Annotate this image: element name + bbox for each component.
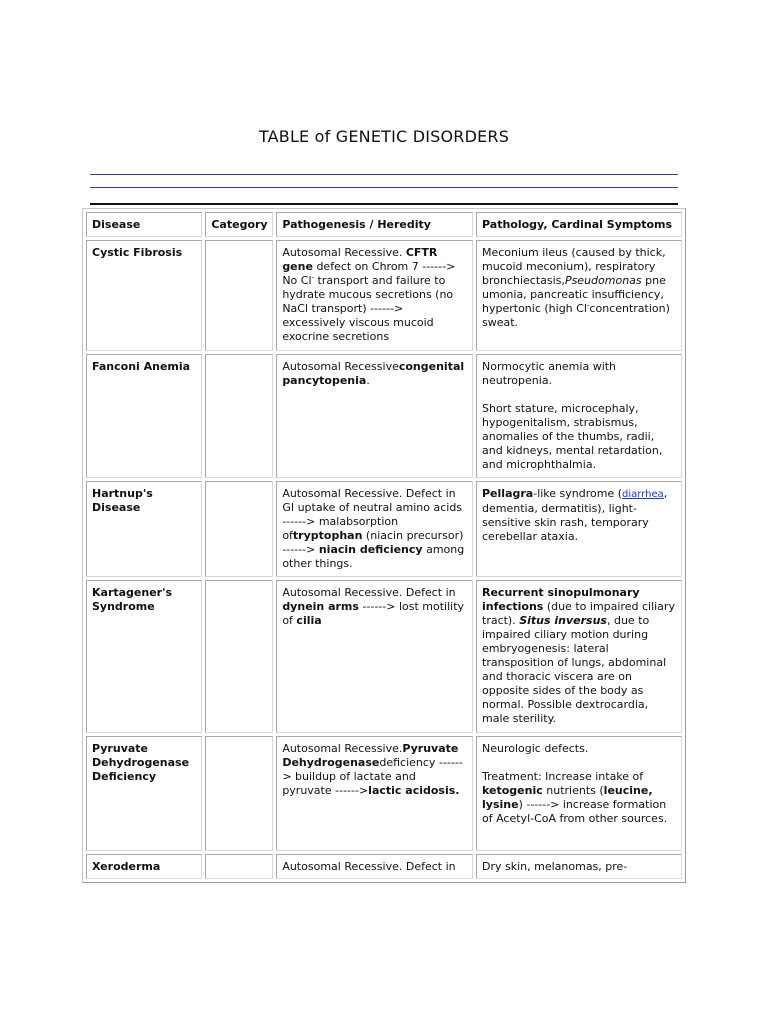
- symptoms-cell: Pellagra-like syndrome (diarrhea, dementia, dermatitis), light-sensitive skin rash, temporary cerebellar ataxia.: [476, 481, 682, 577]
- table-row: [86, 580, 682, 733]
- horizontal-rule: [90, 174, 678, 175]
- symptoms-cell: Neurologic defects. Treatment: Increase intake of ketogenic nutrients (leucine, lysine) ------> increase formation of Acetyl-CoA from other sources.: [476, 736, 682, 851]
- table-row: [86, 240, 682, 351]
- diarrhea-link[interactable]: diarrhea: [622, 489, 664, 500]
- category-cell: [205, 354, 273, 478]
- pathogenesis-cell: Autosomal Recessive. CFTR gene defect on Chrom 7 ------> No Cl- transport and failure to hydrate mucous secretions (no NaCl transport) ------> excessively viscous mucoid exocrine secretions: [276, 240, 473, 351]
- disease-name: Fanconi Anemia: [86, 354, 202, 478]
- table-row: [86, 354, 682, 478]
- symptoms-cell: Normocytic anemia with neutropenia. Short stature, microcephaly, hypogenitalism, strabismus, anomalies of the thumbs, radii, and kidneys, mental retardation, and microphthalmia.: [476, 354, 682, 478]
- pathogenesis-cell: Autosomal Recessive.Pyruvate Dehydrogenasedeficiency ------> buildup of lactate and pyruvate ------>lactic acidosis.: [276, 736, 473, 851]
- category-cell: [205, 481, 273, 577]
- disease-name: Xeroderma: [86, 854, 202, 879]
- category-cell: [205, 736, 273, 851]
- horizontal-rule: [90, 203, 678, 205]
- genetic-disorders-table: [82, 208, 686, 883]
- column-header-category: Category: [205, 212, 273, 237]
- pathogenesis-cell: Autosomal Recessive. Defect in dynein arms ------> lost motility of cilia: [276, 580, 473, 733]
- category-cell: [205, 240, 273, 351]
- column-header-symptoms: Pathology, Cardinal Symptoms: [476, 212, 682, 237]
- column-header-pathogenesis: Pathogenesis / Heredity: [276, 212, 473, 237]
- category-cell: [205, 854, 273, 879]
- symptoms-cell: Meconium ileus (caused by thick, mucoid meconium), respiratory bronchiectasis,Pseudomonas pne umonia, pancreatic insufficiency, hypertonic (high Cl-concentration) sweat.: [476, 240, 682, 351]
- disease-name: Kartagener's Syndrome: [86, 580, 202, 733]
- table-row: [86, 481, 682, 577]
- pathogenesis-cell: Autosomal Recessive. Defect in: [276, 854, 473, 879]
- disease-name: Cystic Fibrosis: [86, 240, 202, 351]
- pathogenesis-cell: Autosomal Recessivecongenital pancytopenia.: [276, 354, 473, 478]
- disease-name: Hartnup's Disease: [86, 481, 202, 577]
- symptoms-cell: Dry skin, melanomas, pre-: [476, 854, 682, 879]
- category-cell: [205, 580, 273, 733]
- table-row: [86, 736, 682, 851]
- horizontal-rule: [90, 187, 678, 188]
- table-header-row: [86, 212, 682, 237]
- pathogenesis-cell: Autosomal Recessive. Defect in GI uptake of neutral amino acids ------> malabsorption oftryptophan (niacin precursor) ------> niacin deficiency among other things.: [276, 481, 473, 577]
- disease-name: Pyruvate Dehydrogenase Deficiency: [86, 736, 202, 851]
- column-header-disease: Disease: [86, 212, 202, 237]
- symptoms-cell: Recurrent sinopulmonary infections (due to impaired ciliary tract). Situs inversus, due to impaired ciliary motion during embryogenesis: lateral transposition of lungs, abdominal and thoracic viscera are on opposite sides of the body as normal. Possible dextrocardia, male sterility.: [476, 580, 682, 733]
- table-row: [86, 854, 682, 879]
- page-title: TABLE of GENETIC DISORDERS: [258, 127, 510, 146]
